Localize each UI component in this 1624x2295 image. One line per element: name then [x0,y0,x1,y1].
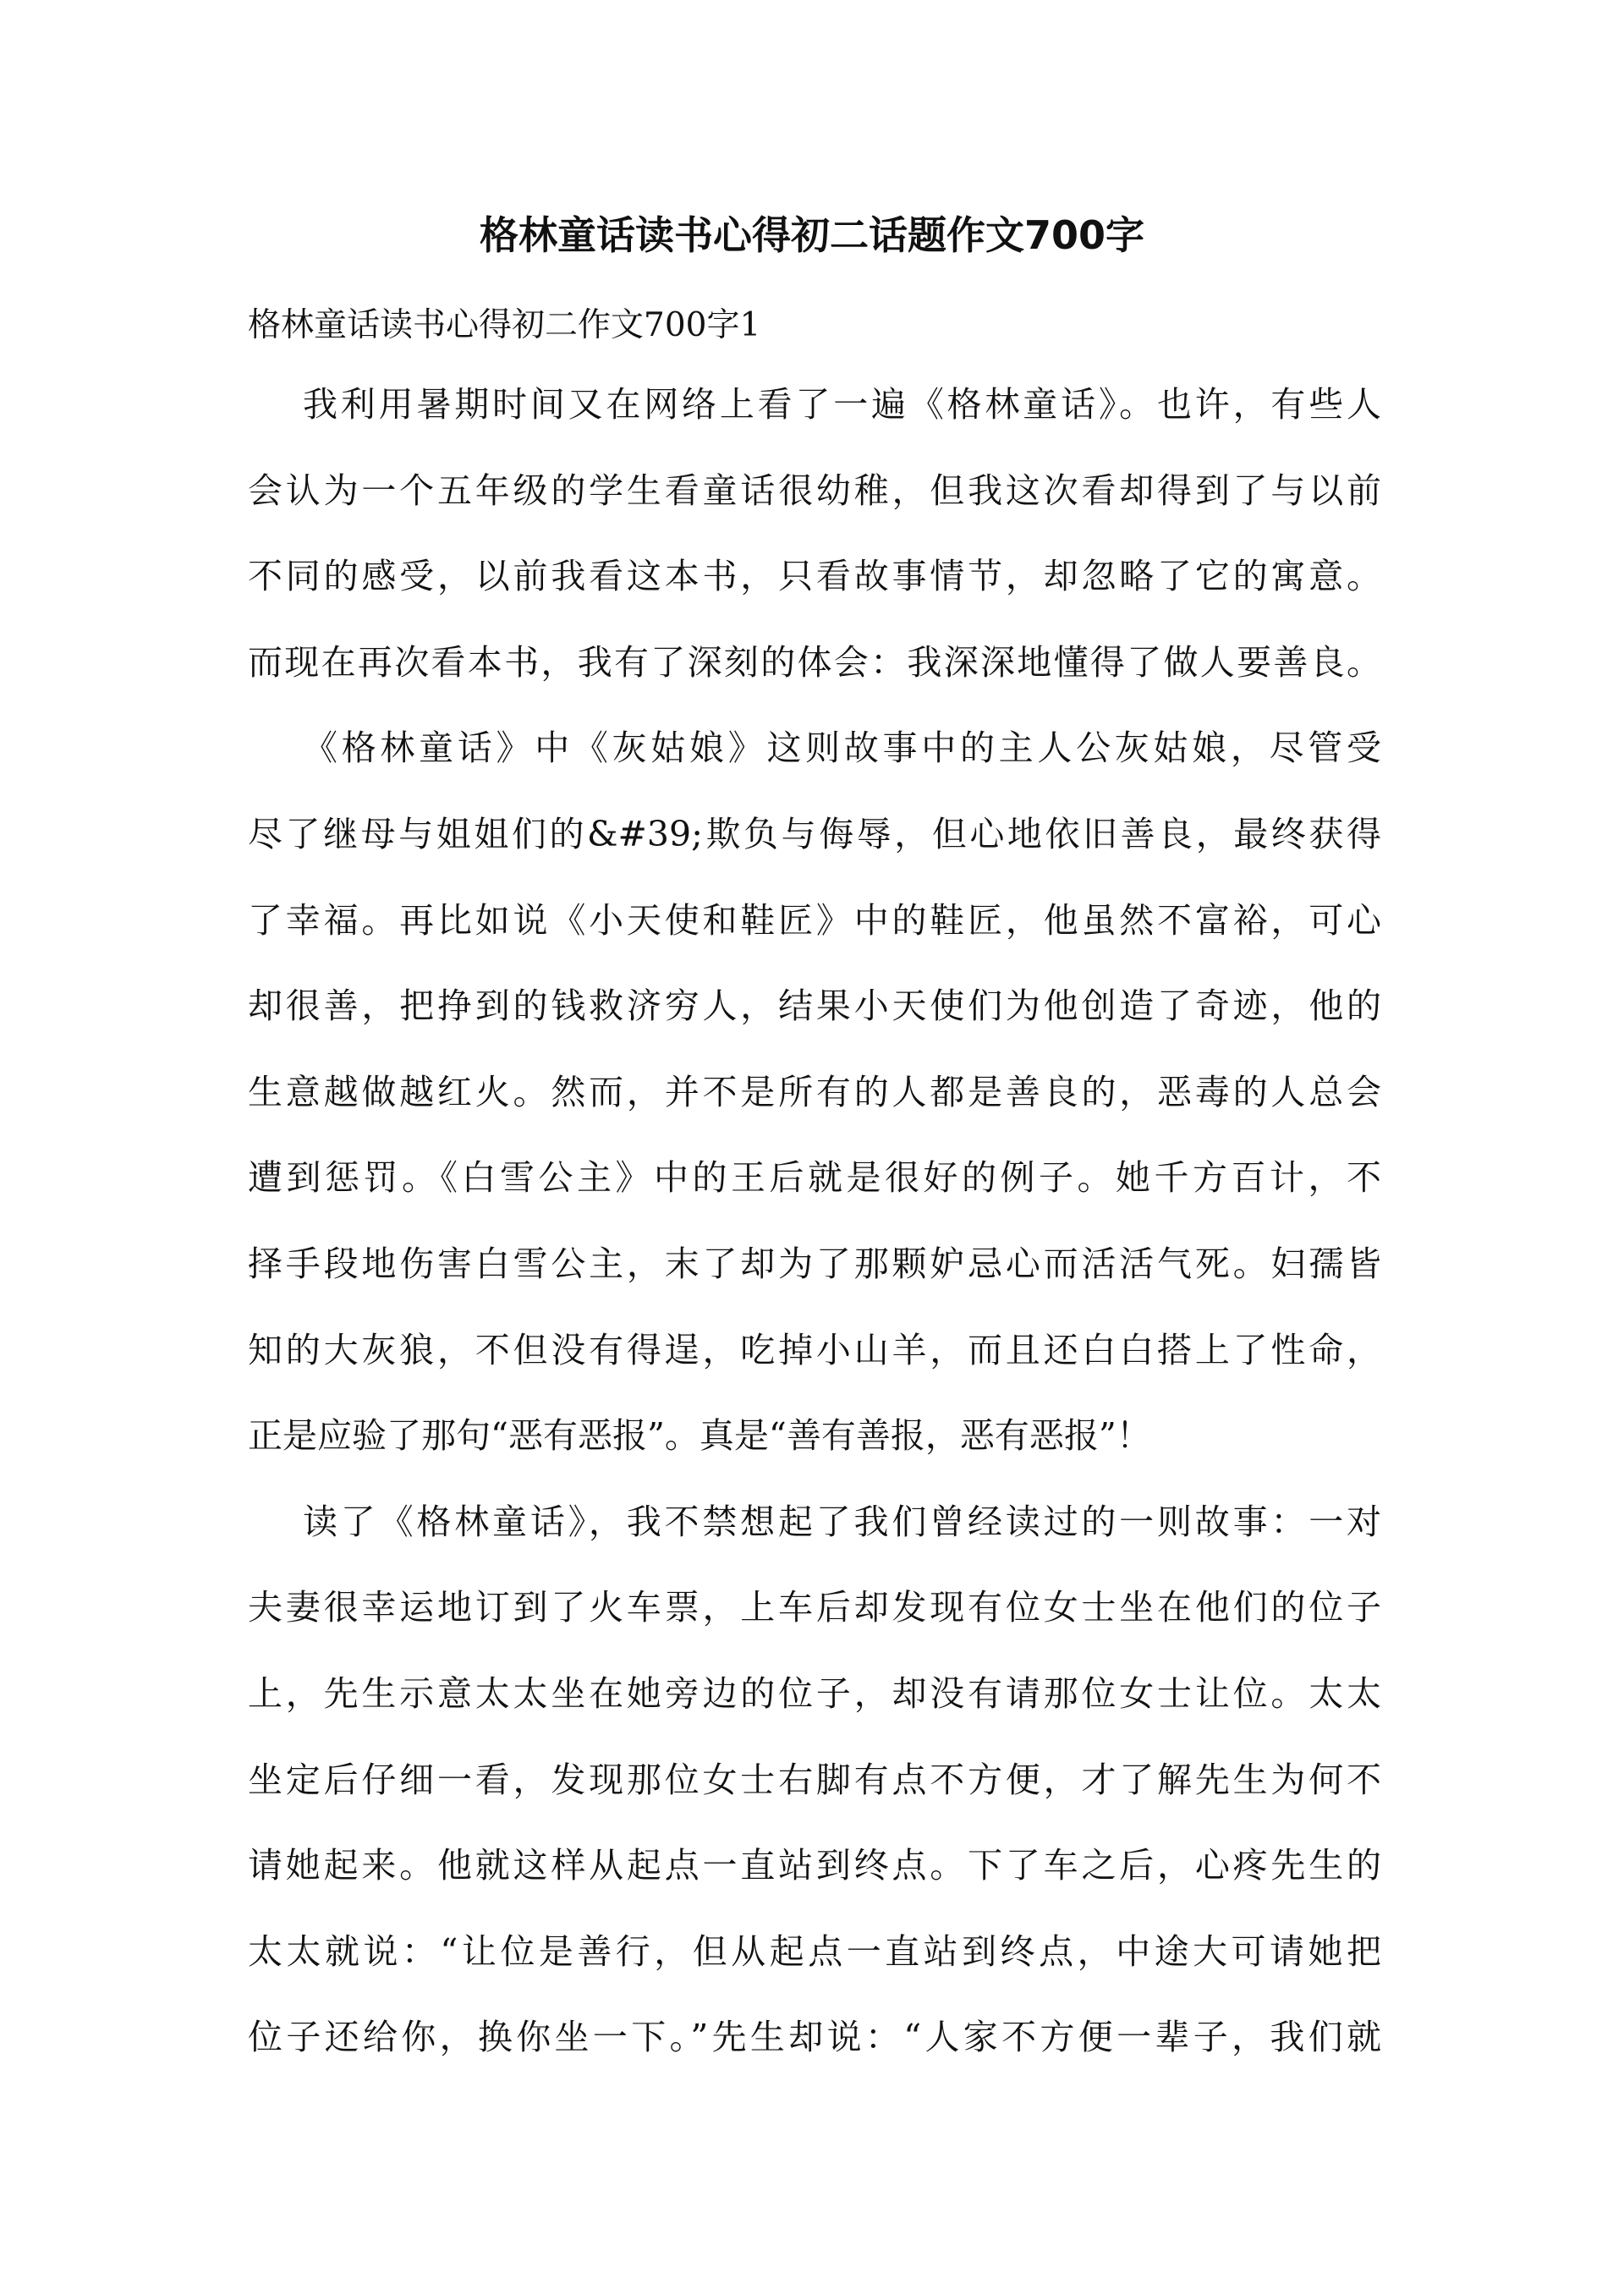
text-line: 了幸福。再比如说《小天使和鞋匠》中的鞋匠，他虽然不富裕，可心 [248,899,1381,941]
text-line: 《格林童话》中《灰姑娘》这则故事中的主人公灰姑娘，尽管受 [303,727,1381,769]
text-line: 上，先生示意太太坐在她旁边的位子，却没有请那位女士让位。太太 [248,1672,1381,1714]
text-line: 请她起来。他就这样从起点一直站到终点。下了车之后，心疼先生的 [248,1845,1381,1886]
body-text [248,379,1381,2098]
text-line: 读了《格林童话》，我不禁想起了我们曾经读过的一则故事：一对 [303,1501,1381,1542]
text-line: 太太就说：“让位是善行，但从起点一直站到终点，中途大可请她把 [248,1930,1381,1972]
text-line: 知的大灰狼，不但没有得逞，吃掉小山羊，而且还白白搭上了性命， [248,1329,1381,1370]
text-line: 正是应验了那句“恶有恶报”。真是“善有善报，恶有恶报”！ [248,1415,1151,1457]
text-line: 却很善，把挣到的钱救济穷人，结果小天使们为他创造了奇迹，他的 [248,986,1381,1027]
text-line: 坐定后仔细一看，发现那位女士右脚有点不方便，才了解先生为何不 [248,1759,1381,1800]
text-line: 遭到惩罚。《白雪公主》中的王后就是很好的例子。她千方百计，不 [248,1157,1381,1199]
text-line: 我利用暑期时间又在网络上看了一遍《格林童话》。也许，有些人 [303,384,1381,425]
section-heading: 格林童话读书心得初二作文700字1 [248,306,761,344]
text-line: 择手段地伤害白雪公主，末了却为了那颗妒忌心而活活气死。妇孺皆 [248,1243,1381,1284]
text-line: 位子还给你，换你坐一下。”先生却说：“人家不方便一辈子，我们就 [248,2017,1381,2058]
text-line: 尽了继母与姐姐们的&#39;欺负与侮辱，但心地依旧善良，最终获得 [248,813,1381,854]
text-line: 而现在再次看本书，我有了深刻的体会：我深深地懂得了做人要善良。 [248,641,1381,683]
text-line: 会认为一个五年级的学生看童话很幼稚，但我这次看却得到了与以前 [248,469,1381,511]
text-line: 夫妻很幸运地订到了火车票，上车后却发现有位女士坐在他们的位子 [248,1587,1381,1628]
text-line: 不同的感受，以前我看这本书，只看故事情节，却忽略了它的寓意。 [248,556,1381,597]
text-line: 生意越做越红火。然而，并不是所有的人都是善良的，恶毒的人总会 [248,1071,1381,1112]
document-title: 格林童话读书心得初二话题作文700字 [479,212,1145,258]
